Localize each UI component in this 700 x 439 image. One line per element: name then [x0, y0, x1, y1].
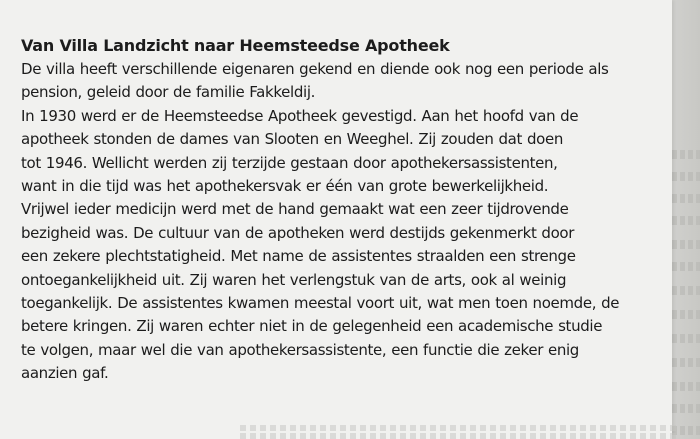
body-line: een zekere plechtstatigheid. Met name de assistentes straalden een strenge: [21, 247, 576, 266]
body-line: want in die tijd was het apothekersvak er één van grote bewerkelijkheid.: [21, 177, 549, 196]
body-line: toegankelijk. De assistentes kwamen meestal voort uit, wat men toen noemde, de: [21, 294, 620, 313]
body-line: pension, geleid door de familie Fakkeldij.: [21, 83, 316, 102]
body-line: te volgen, maar wel die van apothekersassistente, een functie die zeker enig: [21, 340, 579, 359]
body-line: betere kringen. Zij waren echter niet in de gelegenheid een academische studie: [21, 317, 603, 336]
body-line: bezigheid was. De cultuur van de apotheken werd destijds gekenmerkt door: [21, 223, 575, 242]
body-line: Vrijwel ieder medicijn werd met de hand gemaakt wat een zeer tijdrovende: [21, 200, 569, 219]
body-line: De villa heeft verschillende eigenaren gekend en diende ook nog een periode als: [21, 60, 609, 78]
article: [21, 34, 671, 386]
body-line: ontoegankelijkheid uit. Zij waren het verlengstuk van de arts, ook al weinig: [21, 270, 567, 289]
body-line: aanzien gaf.: [21, 364, 109, 383]
body-line: apotheek stonden de dames van Slooten en Weeghel. Zij zouden dat doen: [21, 130, 564, 149]
body-line: In 1930 werd er de Heemsteedse Apotheek gevestigd. Aan het hoofd van de: [21, 106, 579, 125]
article-heading: Van Villa Landzicht naar Heemsteedse Apotheek: [21, 36, 450, 55]
body-line: tot 1946. Wellicht werden zij terzijde gestaan door apothekersassistenten,: [21, 153, 558, 172]
show-through-text: [240, 423, 680, 439]
